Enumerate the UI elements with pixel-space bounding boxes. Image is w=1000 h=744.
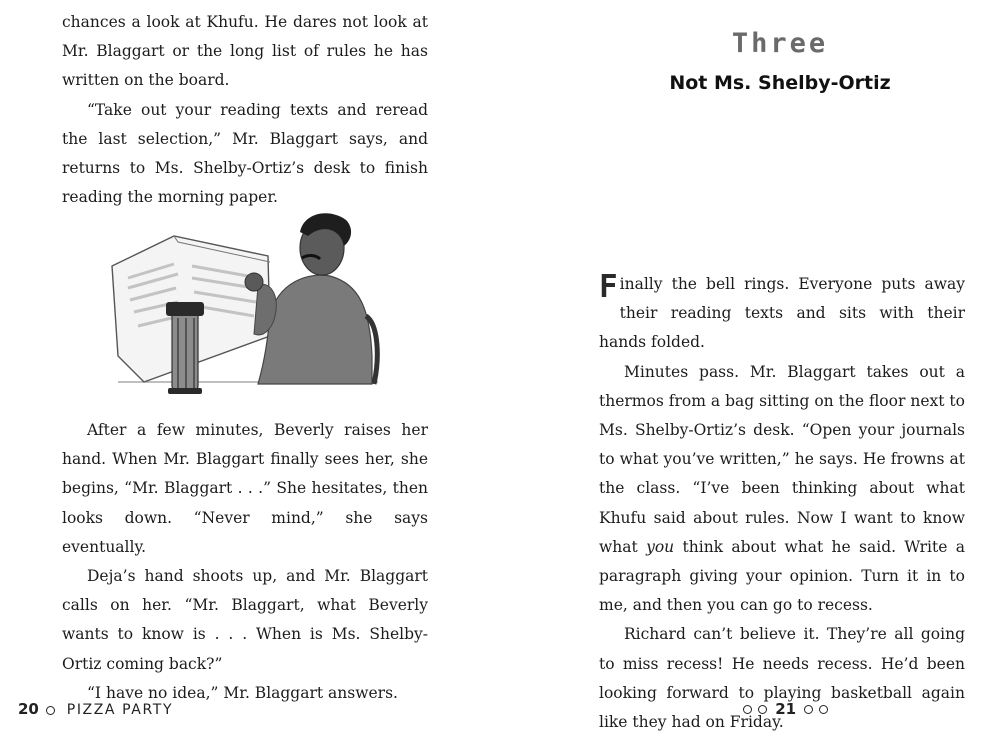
ornament-dot-icon [758, 705, 767, 714]
right-body-text [599, 270, 965, 737]
paragraph-text: Minutes pass. Mr. Blaggart takes out a thermos from a bag sitting on the floor next to Ms. Shelby-Ortiz’s desk. “Open your journals to what you’ve written,” he says. He frowns at the class. “I’ve been thinking about what Khufu said about rules. Now I want to know what [599, 362, 965, 556]
paragraph [599, 358, 965, 621]
paragraph: chances a look at Khufu. He dares not look at Mr. Blaggart or the long list of rules he has written on the board. [62, 13, 428, 90]
right-folio [740, 700, 831, 718]
emphasis: you [646, 537, 675, 556]
paragraph: After a few minutes, Beverly raises her hand. When Mr. Blaggart finally sees her, she begins, “Mr. Blaggart . . .” She hesitates, then looks down. “Never mind,” she says eventually. [62, 421, 428, 556]
left-folio [18, 700, 173, 718]
running-head: PIZZA PARTY [66, 702, 174, 718]
ornament-dot-icon [819, 705, 828, 714]
page-number: 20 [18, 700, 39, 718]
chapter-number: Three [731, 28, 829, 59]
paragraph-text: think about what he said. Write a paragraph giving your opinion. Turn it in to me, and then you can go to recess. [599, 537, 965, 615]
dropcap: F [599, 269, 618, 305]
page-number: 21 [775, 700, 797, 718]
left-bottom-text [62, 416, 428, 708]
left-top-text [62, 8, 428, 212]
paragraph: Richard can’t believe it. They’re all going to miss recess! He needs recess. He’d been looking forward to playing basketball again like they had on Friday. [599, 625, 965, 732]
paragraph: “I have no idea,” Mr. Blaggart answers. [87, 683, 398, 702]
ornament-dot-icon [46, 706, 55, 715]
ornament-dot-icon [804, 705, 813, 714]
chapter-title: Not Ms. Shelby-Ortiz [669, 72, 891, 94]
paragraph [599, 270, 965, 358]
ornament-dot-icon [743, 705, 752, 714]
hand [245, 273, 263, 291]
right-page [500, 0, 1000, 744]
paragraph: “Take out your reading texts and reread the last selection,” Mr. Blaggart says, and returns to Ms. Shelby-Ortiz’s desk to finish reading the morning paper. [62, 100, 428, 207]
paragraph: Deja’s hand shoots up, and Mr. Blaggart calls on her. “Mr. Blaggart, what Beverly wants to know is . . . When is Ms. Shelby-Ortiz coming back?” [62, 567, 428, 673]
man-body [258, 275, 372, 384]
paragraph-text: inally the bell rings. Everyone puts away their reading texts and sits with their hands folded. [599, 275, 965, 352]
illustration-man-reading-newspaper [108, 206, 384, 406]
